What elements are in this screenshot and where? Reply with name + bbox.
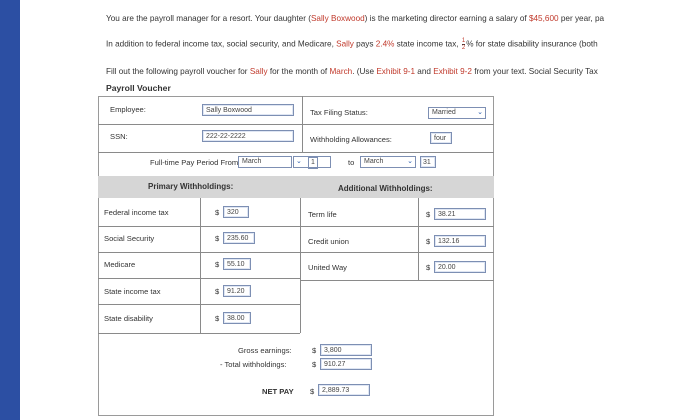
term-life-label: Term life (308, 210, 337, 219)
currency-symbol: $ (215, 287, 220, 296)
filing-status-value: Married (432, 109, 456, 116)
chevron-down-icon: ⌄ (407, 158, 413, 165)
chevron-down-icon: ⌄ (296, 158, 302, 165)
intro-text: per year, pa (558, 14, 605, 23)
intro-text: In addition to federal income tax, social security, and Medicare, (106, 39, 337, 49)
currency-symbol: $ (312, 360, 317, 369)
credit-union-label: Credit union (308, 237, 349, 246)
currency-symbol: $ (215, 208, 220, 217)
intro-text: Fill out the following payroll voucher for (106, 67, 250, 76)
fraction-denominator: 2 (461, 45, 466, 51)
employee-label: Employee: (110, 105, 146, 114)
allowances-field[interactable]: four (430, 132, 452, 144)
intro-text: from your text. Social Security Tax (471, 67, 598, 76)
pay-period-label: Full-time Pay Period From (150, 158, 239, 167)
to-month-value: March (364, 158, 384, 165)
from-month-select[interactable] (238, 156, 292, 168)
currency-symbol: $ (426, 210, 431, 219)
ssn-label: SSN: (110, 132, 128, 141)
filing-status-select[interactable] (428, 107, 486, 119)
divider (302, 96, 303, 152)
primary-withholdings-header: Primary Withholdings: (148, 182, 234, 191)
from-day-value: 1 (308, 157, 318, 169)
divider (98, 252, 300, 253)
intro-text: for the month of (267, 67, 330, 76)
divider (300, 280, 494, 281)
gross-earnings-label: Gross earnings: (238, 346, 292, 355)
voucher-title: Payroll Voucher (106, 83, 171, 93)
fraction-numerator: 1 (461, 38, 466, 44)
intro-line-2 (106, 38, 598, 51)
total-withholdings-label: - Total withholdings: (220, 360, 287, 369)
chevron-down-icon: ⌄ (477, 109, 483, 116)
state-rate-highlight: 2.4% (375, 39, 395, 49)
divider (98, 124, 494, 125)
divider (200, 198, 201, 333)
employee-field[interactable]: Sally Boxwood (202, 104, 294, 116)
intro-text: pays (353, 39, 376, 49)
currency-symbol: $ (426, 263, 431, 272)
divider (300, 198, 301, 333)
intro-line-1 (106, 14, 604, 23)
month-highlight: March (329, 67, 353, 76)
social-security-field[interactable]: 235.60 (223, 232, 255, 244)
divider (98, 152, 494, 153)
currency-symbol: $ (215, 260, 220, 269)
medicare-field[interactable]: 55.10 (223, 258, 251, 270)
employee-name-highlight: Sally (249, 67, 268, 76)
net-pay-field[interactable]: 2,889.73 (318, 384, 370, 396)
credit-union-field[interactable]: 132.16 (434, 235, 486, 247)
intro-text: You are the payroll manager for a resort. Your daughter ( (106, 14, 311, 23)
divider (98, 304, 300, 305)
ssn-field[interactable]: 222-22-2222 (202, 130, 294, 142)
currency-symbol: $ (215, 314, 220, 323)
currency-symbol: $ (215, 234, 220, 243)
currency-symbol: $ (310, 387, 315, 396)
state-income-tax-field[interactable]: 91.20 (223, 285, 251, 297)
state-disability-field[interactable]: 38.00 (223, 312, 251, 324)
divider (98, 333, 300, 334)
state-income-tax-label: State income tax (104, 287, 161, 296)
from-day-select[interactable] (293, 156, 331, 168)
divider (418, 198, 419, 280)
united-way-field[interactable]: 20.00 (434, 261, 486, 273)
total-withholdings-field[interactable]: 910.27 (320, 358, 372, 370)
intro-text: % for state disability insurance (both (466, 39, 598, 49)
intro-line-3 (106, 67, 598, 76)
from-month-value: March (242, 158, 262, 165)
net-pay-label: NET PAY (262, 387, 294, 396)
federal-income-tax-label: Federal income tax (104, 208, 169, 217)
intro-text: . (Use (352, 67, 377, 76)
problem-sheet (20, 0, 700, 420)
social-security-label: Social Security (104, 234, 155, 243)
currency-symbol: $ (426, 237, 431, 246)
intro-text: ) is the marketing director earning a salary of (364, 14, 529, 23)
divider (300, 226, 494, 227)
fraction (462, 38, 465, 51)
voucher-frame (98, 96, 494, 416)
state-disability-label: State disability (104, 314, 153, 323)
medicare-label: Medicare (104, 260, 136, 269)
federal-income-tax-field[interactable]: 320 (223, 206, 249, 218)
employee-name-highlight: Sally Boxwood (310, 14, 365, 23)
allowances-label: Withholding Allowances: (310, 135, 392, 144)
currency-symbol: $ (312, 346, 317, 355)
salary-highlight: $45,600 (528, 14, 559, 23)
exhibit-link[interactable]: Exhibit 9-2 (433, 67, 472, 76)
additional-withholdings-header: Additional Withholdings: (338, 184, 433, 193)
united-way-label: United Way (308, 263, 347, 272)
employee-name-highlight: Sally (336, 39, 354, 49)
divider (98, 226, 300, 227)
exhibit-link[interactable]: Exhibit 9-1 (376, 67, 416, 76)
intro-text: and (415, 67, 434, 76)
filing-status-label: Tax Filing Status: (310, 108, 368, 117)
to-label: to (348, 158, 355, 167)
intro-text: state income tax, (394, 39, 461, 49)
to-month-select[interactable] (360, 156, 416, 168)
divider (300, 252, 494, 253)
divider (98, 278, 300, 279)
to-day-field[interactable]: 31 (420, 156, 436, 168)
term-life-field[interactable]: 38.21 (434, 208, 486, 220)
gross-earnings-field[interactable]: 3,800 (320, 344, 372, 356)
